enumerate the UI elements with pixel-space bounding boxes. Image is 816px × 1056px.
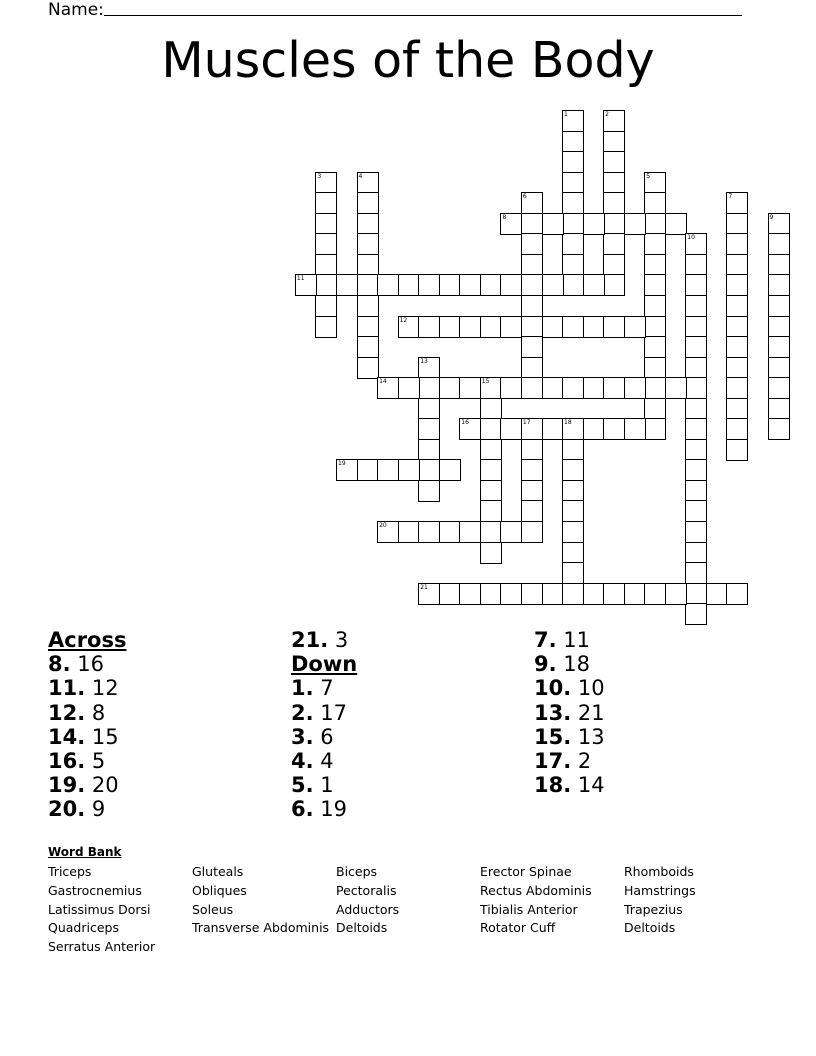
clue-across: 20. 9 <box>48 797 106 822</box>
crossword-cell[interactable] <box>644 295 666 317</box>
crossword-cell[interactable] <box>315 172 337 194</box>
crossword-cell[interactable] <box>459 377 481 399</box>
crossword-cell[interactable] <box>521 295 543 317</box>
crossword-cell[interactable] <box>439 521 461 543</box>
clue-down: 17. 2 <box>534 749 592 774</box>
crossword-cell[interactable] <box>418 316 440 338</box>
crossword-cell[interactable] <box>685 459 707 481</box>
crossword-cell[interactable] <box>644 357 666 379</box>
crossword-cell[interactable] <box>562 500 584 522</box>
clue-down: 9. 18 <box>534 652 591 677</box>
crossword-cell[interactable] <box>521 254 543 276</box>
crossword-cell[interactable] <box>418 357 440 379</box>
word-bank-item: Obliques <box>192 882 247 898</box>
crossword-cell[interactable] <box>480 418 502 440</box>
crossword-cell[interactable] <box>726 377 748 399</box>
name-label: Name: <box>48 0 104 20</box>
crossword-cell[interactable] <box>644 583 666 605</box>
crossword-cell[interactable] <box>726 418 748 440</box>
crossword-cell[interactable] <box>644 254 666 276</box>
crossword-cell[interactable] <box>521 316 543 338</box>
crossword-cell[interactable] <box>562 110 584 132</box>
crossword-cell[interactable] <box>542 213 564 235</box>
crossword-cell[interactable] <box>685 439 707 461</box>
crossword-cell[interactable] <box>521 418 543 440</box>
crossword-cell[interactable] <box>377 274 399 296</box>
clue-across: 14. 15 <box>48 724 119 749</box>
crossword-cell[interactable] <box>624 213 646 235</box>
crossword-cell[interactable] <box>439 274 461 296</box>
crossword-cell[interactable] <box>665 213 687 235</box>
crossword-cell[interactable] <box>726 583 748 605</box>
crossword-cell[interactable] <box>562 254 584 276</box>
crossword-cell[interactable] <box>521 439 543 461</box>
crossword-cell[interactable] <box>706 583 728 605</box>
crossword-cell[interactable] <box>644 192 666 214</box>
crossword-cell[interactable] <box>768 274 790 296</box>
crossword-cell[interactable] <box>418 459 440 481</box>
crossword-cell[interactable] <box>500 521 522 543</box>
crossword-cell[interactable] <box>685 274 707 296</box>
clue-number: 3 <box>317 172 322 180</box>
clue-number: 20 <box>379 522 387 529</box>
crossword-cell[interactable] <box>768 213 790 235</box>
clue-number: 10 <box>687 234 695 242</box>
crossword-cell[interactable] <box>644 418 666 440</box>
crossword-cell[interactable] <box>603 274 625 296</box>
crossword-cell[interactable] <box>500 274 522 296</box>
crossword-cell[interactable] <box>521 336 543 358</box>
clue-down: 2. 17 <box>291 700 348 725</box>
across-heading: Across <box>48 628 127 652</box>
crossword-cell[interactable] <box>357 192 379 214</box>
clue-number: 12 <box>399 316 408 324</box>
word-bank-item: Rectus Abdominis <box>480 882 592 898</box>
crossword-cell[interactable] <box>644 377 666 399</box>
crossword-cell[interactable] <box>357 295 379 317</box>
crossword-cell[interactable] <box>768 336 790 358</box>
clue-number: 2 <box>605 111 609 118</box>
crossword-cell[interactable] <box>644 213 666 235</box>
crossword-cell[interactable] <box>726 439 748 461</box>
crossword-cell[interactable] <box>480 274 502 296</box>
word-bank-item: Latissimus Dorsi <box>48 901 151 917</box>
crossword-cell[interactable] <box>315 213 337 235</box>
word-bank-column <box>48 863 155 957</box>
crossword-cell[interactable] <box>480 583 502 605</box>
crossword-cell[interactable] <box>480 459 502 481</box>
crossword-cell[interactable] <box>644 274 666 296</box>
crossword-cell[interactable] <box>521 233 543 255</box>
crossword-cell[interactable] <box>500 583 522 605</box>
crossword-cell[interactable] <box>768 398 790 420</box>
crossword-cell[interactable] <box>768 295 790 317</box>
crossword-cell[interactable] <box>418 377 440 399</box>
crossword-cell[interactable] <box>542 418 564 440</box>
crossword-cell[interactable] <box>521 500 543 522</box>
crossword-cell[interactable] <box>685 542 707 564</box>
word-bank-column <box>336 863 399 938</box>
crossword-cell[interactable] <box>542 316 564 338</box>
crossword-cell[interactable] <box>521 377 543 399</box>
crossword-cell[interactable] <box>768 357 790 379</box>
crossword-cell[interactable] <box>295 274 317 296</box>
word-bank-item: Soleus <box>192 901 234 917</box>
crossword-cell[interactable] <box>418 521 440 543</box>
clue-across: 21. 3 <box>291 628 349 652</box>
crossword-cell[interactable] <box>459 274 481 296</box>
crossword-cell[interactable] <box>562 542 584 564</box>
word-bank-item: Triceps <box>48 864 92 879</box>
crossword-cell[interactable] <box>726 336 748 358</box>
clue-down: 6. 19 <box>291 797 348 822</box>
crossword-cell[interactable] <box>768 254 790 276</box>
clue-down: 18. 14 <box>534 773 605 798</box>
crossword-cell[interactable] <box>398 459 420 481</box>
word-bank-item: Adductors <box>336 901 400 917</box>
word-bank-item: Deltoids <box>624 920 676 936</box>
clue-number: 17 <box>522 419 531 427</box>
crossword-cell[interactable] <box>480 480 502 502</box>
crossword-cell[interactable] <box>562 377 584 399</box>
crossword-cell[interactable] <box>480 521 502 543</box>
crossword-cell[interactable] <box>726 233 748 255</box>
word-bank-item: Hamstrings <box>624 882 696 898</box>
crossword-cell[interactable] <box>315 233 337 255</box>
crossword-cell[interactable] <box>521 459 543 481</box>
crossword-cell[interactable] <box>315 192 337 214</box>
crossword-cell[interactable] <box>398 316 420 338</box>
crossword-cell[interactable] <box>685 398 707 420</box>
crossword-cell[interactable] <box>685 562 707 584</box>
crossword-cell[interactable] <box>398 274 420 296</box>
clue-number: 21 <box>420 583 428 591</box>
crossword-cell[interactable] <box>439 583 461 605</box>
crossword-cell[interactable] <box>603 192 625 214</box>
crossword-cell[interactable] <box>542 377 564 399</box>
crossword-cell[interactable] <box>439 459 461 481</box>
crossword-cell[interactable] <box>726 192 748 214</box>
word-bank-item: Transverse Abdominis <box>192 920 330 936</box>
crossword-cell[interactable] <box>583 213 605 235</box>
word-bank-column <box>480 863 592 938</box>
crossword-cell[interactable] <box>583 583 605 605</box>
clue-number: 7 <box>728 193 733 201</box>
down-heading: Down <box>291 652 358 677</box>
page-title: Muscles of the Body <box>161 32 655 89</box>
crossword-cell[interactable] <box>685 357 707 379</box>
word-bank-item: Trapezius <box>624 901 683 917</box>
crossword-cell[interactable] <box>459 521 481 543</box>
clues-column-3 <box>534 628 605 797</box>
crossword-cell[interactable] <box>418 274 440 296</box>
crossword-cell[interactable] <box>583 316 605 338</box>
crossword-cell[interactable] <box>562 459 584 481</box>
clue-across: 12. 8 <box>48 700 106 725</box>
clue-number: 15 <box>481 378 490 386</box>
word-bank-item: Tibialis Anterior <box>480 901 578 917</box>
clue-down: 10. 10 <box>534 676 605 701</box>
crossword-cell[interactable] <box>336 274 358 296</box>
crossword-cell[interactable] <box>418 398 440 420</box>
crossword-cell[interactable] <box>624 418 646 440</box>
clue-down: 3. 6 <box>291 724 334 749</box>
crossword-cell[interactable] <box>480 439 502 461</box>
crossword-cell[interactable] <box>726 316 748 338</box>
crossword-cell[interactable] <box>500 213 522 235</box>
crossword-cell[interactable] <box>603 254 625 276</box>
clues-column-2 <box>291 628 357 822</box>
crossword-cell[interactable] <box>562 151 584 173</box>
crossword-cell[interactable] <box>357 459 379 481</box>
crossword-cell[interactable] <box>665 583 687 605</box>
clue-down: 4. 4 <box>291 749 334 774</box>
crossword-cell[interactable] <box>377 521 399 543</box>
crossword-cell[interactable] <box>685 316 707 338</box>
crossword-cell[interactable] <box>459 418 481 440</box>
crossword-cell[interactable] <box>603 213 625 235</box>
crossword-cell[interactable] <box>644 172 666 194</box>
word-bank-item: Rhomboids <box>624 864 694 879</box>
crossword-cell[interactable] <box>480 398 502 420</box>
word-bank-item: Quadriceps <box>48 920 119 936</box>
crossword-cell[interactable] <box>685 254 707 276</box>
clue-number: 14 <box>379 378 387 386</box>
crossword-cell[interactable] <box>562 521 584 543</box>
clue-down: 5. 1 <box>291 773 334 798</box>
word-bank-column <box>624 863 696 938</box>
crossword-cell[interactable] <box>562 439 584 461</box>
crossword-cell[interactable] <box>768 418 790 440</box>
word-bank-item: Deltoids <box>336 920 388 936</box>
crossword-cell[interactable] <box>398 521 420 543</box>
crossword-cell[interactable] <box>459 316 481 338</box>
crossword-cell[interactable] <box>685 521 707 543</box>
crossword-cell[interactable] <box>521 357 543 379</box>
crossword-cell[interactable] <box>685 583 707 605</box>
crossword-cell[interactable] <box>480 316 502 338</box>
crossword-cell[interactable] <box>459 583 481 605</box>
clue-down: 13. 21 <box>534 700 605 725</box>
crossword-cell[interactable] <box>315 274 337 296</box>
crossword-cell[interactable] <box>562 233 584 255</box>
crossword-cell[interactable] <box>377 377 399 399</box>
crossword-cell[interactable] <box>603 583 625 605</box>
crossword-cell[interactable] <box>603 377 625 399</box>
clue-number: 6 <box>522 193 527 201</box>
clue-across: 19. 20 <box>48 773 119 798</box>
crossword-cell[interactable] <box>439 316 461 338</box>
word-bank-item: Biceps <box>336 864 378 879</box>
clue-number: 8 <box>502 213 507 221</box>
crossword-cell[interactable] <box>726 357 748 379</box>
clue-across: 11. 12 <box>48 676 119 701</box>
crossword-cell[interactable] <box>685 603 707 625</box>
clue-number: 11 <box>296 275 305 283</box>
crossword-cell[interactable] <box>357 336 379 358</box>
clue-across: 8. 16 <box>48 652 105 677</box>
crossword-cell[interactable] <box>768 316 790 338</box>
crossword-cell[interactable] <box>562 131 584 153</box>
crossword-cell[interactable] <box>418 480 440 502</box>
crossword-cell[interactable] <box>685 377 707 399</box>
word-bank-item: Pectoralis <box>336 882 397 898</box>
crossword-cell[interactable] <box>685 480 707 502</box>
crossword-cell[interactable] <box>562 274 584 296</box>
crossword-cell[interactable] <box>357 233 379 255</box>
crossword-cell[interactable] <box>357 254 379 276</box>
crossword-cell[interactable] <box>685 500 707 522</box>
clue-number: 13 <box>420 357 428 365</box>
crossword-cell[interactable] <box>542 583 564 605</box>
clues-column-1 <box>48 628 126 822</box>
clue-number: 4 <box>358 172 363 180</box>
crossword-cell[interactable] <box>665 377 687 399</box>
crossword-cell[interactable] <box>418 439 440 461</box>
crossword-cell[interactable] <box>562 583 584 605</box>
crossword-cell[interactable] <box>377 459 399 481</box>
clue-down: 1. 7 <box>291 676 334 701</box>
crossword-cell[interactable] <box>603 172 625 194</box>
crossword-cell[interactable] <box>603 151 625 173</box>
crossword-cell[interactable] <box>685 418 707 440</box>
crossword-cell[interactable] <box>521 480 543 502</box>
crossword-cell[interactable] <box>336 459 358 481</box>
crossword-cell[interactable] <box>768 233 790 255</box>
crossword-cell[interactable] <box>726 213 748 235</box>
clue-number: 18 <box>564 419 572 427</box>
crossword-cell[interactable] <box>357 172 379 194</box>
crossword-cell[interactable] <box>315 254 337 276</box>
word-bank-item: Gastrocnemius <box>48 882 142 898</box>
crossword-cell[interactable] <box>562 480 584 502</box>
crossword-cell[interactable] <box>480 500 502 522</box>
crossword-cell[interactable] <box>315 316 337 338</box>
crossword-cell[interactable] <box>603 233 625 255</box>
crossword-cell[interactable] <box>521 213 543 235</box>
crossword-cell[interactable] <box>357 357 379 379</box>
word-bank-item: Serratus Anterior <box>48 939 156 955</box>
crossword-cell[interactable] <box>562 418 584 440</box>
crossword-cell[interactable] <box>644 336 666 358</box>
crossword-cell[interactable] <box>603 110 625 132</box>
crossword-cell[interactable] <box>644 233 666 255</box>
crossword-cell[interactable] <box>624 316 646 338</box>
crossword-cell[interactable] <box>583 274 605 296</box>
crossword-cell[interactable] <box>726 254 748 276</box>
crossword-cell[interactable] <box>357 316 379 338</box>
clue-across: 16. 5 <box>48 749 106 774</box>
crossword-cell[interactable] <box>500 316 522 338</box>
crossword-cell[interactable] <box>357 213 379 235</box>
word-bank-item: Erector Spinae <box>480 864 572 879</box>
crossword-cell[interactable] <box>583 377 605 399</box>
crossword-cell[interactable] <box>521 192 543 214</box>
crossword-cell[interactable] <box>726 398 748 420</box>
crossword-cell[interactable] <box>685 233 707 255</box>
crossword-cell[interactable] <box>418 418 440 440</box>
crossword-cell[interactable] <box>644 398 666 420</box>
crossword-cell[interactable] <box>685 295 707 317</box>
crossword-cell[interactable] <box>521 583 543 605</box>
clue-number: 5 <box>646 172 651 180</box>
crossword-cell[interactable] <box>624 583 646 605</box>
clue-down: 7. 11 <box>534 628 591 652</box>
crossword-cell[interactable] <box>315 295 337 317</box>
crossword-cell[interactable] <box>583 418 605 440</box>
word-bank-column <box>192 863 329 938</box>
crossword-cell[interactable] <box>439 377 461 399</box>
crossword-cell[interactable] <box>480 542 502 564</box>
crossword-cell[interactable] <box>562 213 584 235</box>
crossword-cell[interactable] <box>644 316 666 338</box>
crossword-cell[interactable] <box>521 521 543 543</box>
crossword-cell[interactable] <box>603 418 625 440</box>
crossword-cell[interactable] <box>480 377 502 399</box>
crossword-cell[interactable] <box>500 418 522 440</box>
clue-number: 16 <box>461 419 469 427</box>
clue-down: 15. 13 <box>534 724 605 749</box>
crossword-cell[interactable] <box>768 377 790 399</box>
word-bank-item: Rotator Cuff <box>480 920 556 936</box>
word-bank-title: Word Bank <box>48 845 122 859</box>
crossword-cell[interactable] <box>500 377 522 399</box>
crossword-cell[interactable] <box>521 274 543 296</box>
crossword-cell[interactable] <box>398 377 420 399</box>
crossword-cell[interactable] <box>542 274 564 296</box>
clue-number: 19 <box>338 460 346 468</box>
crossword-cell[interactable] <box>624 377 646 399</box>
clue-number: 1 <box>564 111 568 118</box>
word-bank-item: Gluteals <box>192 864 244 879</box>
crossword-cell[interactable] <box>562 562 584 584</box>
clue-number: 9 <box>769 213 774 221</box>
crossword-cell[interactable] <box>603 131 625 153</box>
crossword-cell[interactable] <box>603 316 625 338</box>
crossword-cell[interactable] <box>726 295 748 317</box>
crossword-cell[interactable] <box>562 316 584 338</box>
crossword-cell[interactable] <box>726 274 748 296</box>
crossword-cell[interactable] <box>562 192 584 214</box>
crossword-cell[interactable] <box>685 336 707 358</box>
crossword-cell[interactable] <box>357 274 379 296</box>
crossword-cell[interactable] <box>418 583 440 605</box>
crossword-cell[interactable] <box>562 172 584 194</box>
